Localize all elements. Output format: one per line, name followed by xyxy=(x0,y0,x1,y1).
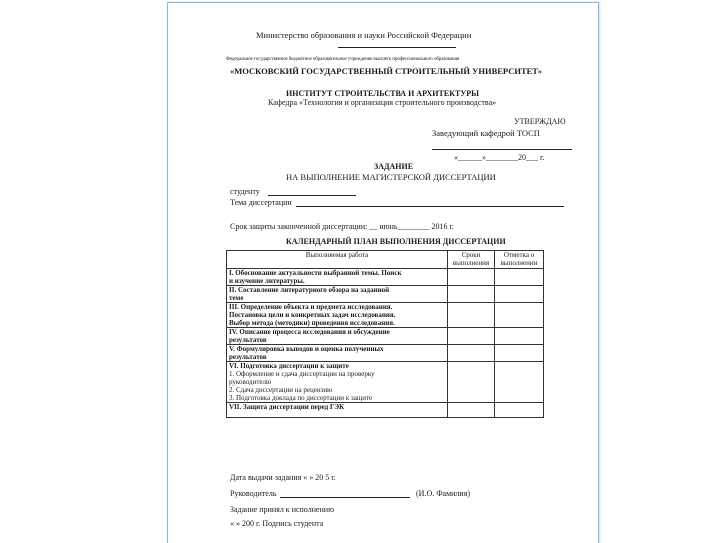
table-row xyxy=(227,403,544,418)
task-cell: IV. Описание процесса исследования и обсуждение результатов xyxy=(227,328,448,345)
task-cell: VI. Подготовка диссертации к защите 1. Оформление и сдача диссертации на проверку руководителю 2. Сдача диссертации на рецензию 3. Подготовка доклада по диссертации к защите xyxy=(227,362,448,403)
table-row xyxy=(227,328,544,345)
mark-header: Отметка о выполнении xyxy=(495,251,544,269)
supervisor-name-hint: (И.О. Фамилия) xyxy=(416,489,471,498)
mark-cell[interactable] xyxy=(495,286,544,303)
defense-deadline: Срок защиты законченной диссертации: __ июнь________ 2016 г. xyxy=(230,222,454,231)
calendar-plan-table xyxy=(226,250,544,418)
deadline-cell[interactable] xyxy=(448,362,495,403)
deadline-cell[interactable] xyxy=(448,303,495,328)
task-cell: V. Формулировка выводов и оценка полученных результатов xyxy=(227,345,448,362)
document-page xyxy=(167,2,599,543)
table-row xyxy=(227,362,544,403)
accepted-label: Задание принял к исполнению xyxy=(230,505,335,514)
deadline-cell[interactable] xyxy=(448,403,495,418)
topic-field-line[interactable] xyxy=(296,206,564,207)
mark-cell[interactable] xyxy=(495,269,544,286)
mark-cell[interactable] xyxy=(495,303,544,328)
student-field-line[interactable] xyxy=(268,195,356,196)
mark-cell[interactable] xyxy=(495,345,544,362)
student-signature-line: « » 200 г. Подпись студента xyxy=(230,519,324,528)
table-header-row xyxy=(227,251,544,269)
mark-cell[interactable] xyxy=(495,362,544,403)
approval-date: «______»________20___ г. xyxy=(454,153,545,162)
table-row xyxy=(227,269,544,286)
department-head: Заведующий кафедрой ТОСП xyxy=(432,128,540,138)
mark-cell[interactable] xyxy=(495,403,544,418)
supervisor-signature-line[interactable] xyxy=(280,497,410,498)
deadline-cell[interactable] xyxy=(448,269,495,286)
table-row xyxy=(227,286,544,303)
task-cell: III. Определение объекта и предмета исследования. Постановка цели и конкретных задач исследования. Выбор метода (методики) проведения исследования. xyxy=(227,303,448,328)
department-name: Кафедра «Технология и организация строительного производства» xyxy=(268,98,497,107)
work-header: Выполняемая работа xyxy=(227,251,448,269)
ministry-underline xyxy=(338,47,456,48)
mark-cell[interactable] xyxy=(495,328,544,345)
approve-label: УТВЕРЖДАЮ xyxy=(514,117,566,126)
issue-date: Дата выдачи задания « » 20 5 г. xyxy=(230,473,336,482)
supervisor-label: Руководитель xyxy=(230,489,277,498)
deadline-cell[interactable] xyxy=(448,345,495,362)
task-cell: II. Составление литературного обзора на заданной теме xyxy=(227,286,448,303)
task-cell: VII. Защита диссертации перед ГЭК xyxy=(227,403,448,418)
task-cell: I. Обоснование актуальности выбранной темы. Поиск и изучение литературы. xyxy=(227,269,448,286)
student-label: студенту xyxy=(230,187,260,196)
deadline-cell[interactable] xyxy=(448,286,495,303)
federal-institution-line: Федеральное государственное бюджетное образовательное учреждение высшего профессионального образования xyxy=(226,57,460,62)
calendar-plan-title: КАЛЕНДАРНЫЙ ПЛАН ВЫПОЛНЕНИЯ ДИССЕРТАЦИИ xyxy=(286,237,506,246)
institute-name: ИНСТИТУТ СТРОИТЕЛЬСТВА И АРХИТЕКТУРЫ xyxy=(286,89,479,98)
deadline-cell[interactable] xyxy=(448,328,495,345)
deadline-header: Сроки выполнения xyxy=(448,251,495,269)
table-row xyxy=(227,345,544,362)
signature-line xyxy=(432,149,572,150)
topic-label: Тема диссертации xyxy=(230,198,292,207)
table-row xyxy=(227,303,544,328)
ministry-line: Министерство образования и науки Российской Федерации xyxy=(256,30,472,40)
assignment-title: ЗАДАНИЕ xyxy=(374,162,414,171)
assignment-subtitle: НА ВЫПОЛНЕНИЕ МАГИСТЕРСКОЙ ДИССЕРТАЦИИ xyxy=(286,172,496,182)
university-name: «МОСКОВСКИЙ ГОСУДАРСТВЕННЫЙ СТРОИТЕЛЬНЫЙ УНИВЕРСИТЕТ» xyxy=(230,66,542,76)
